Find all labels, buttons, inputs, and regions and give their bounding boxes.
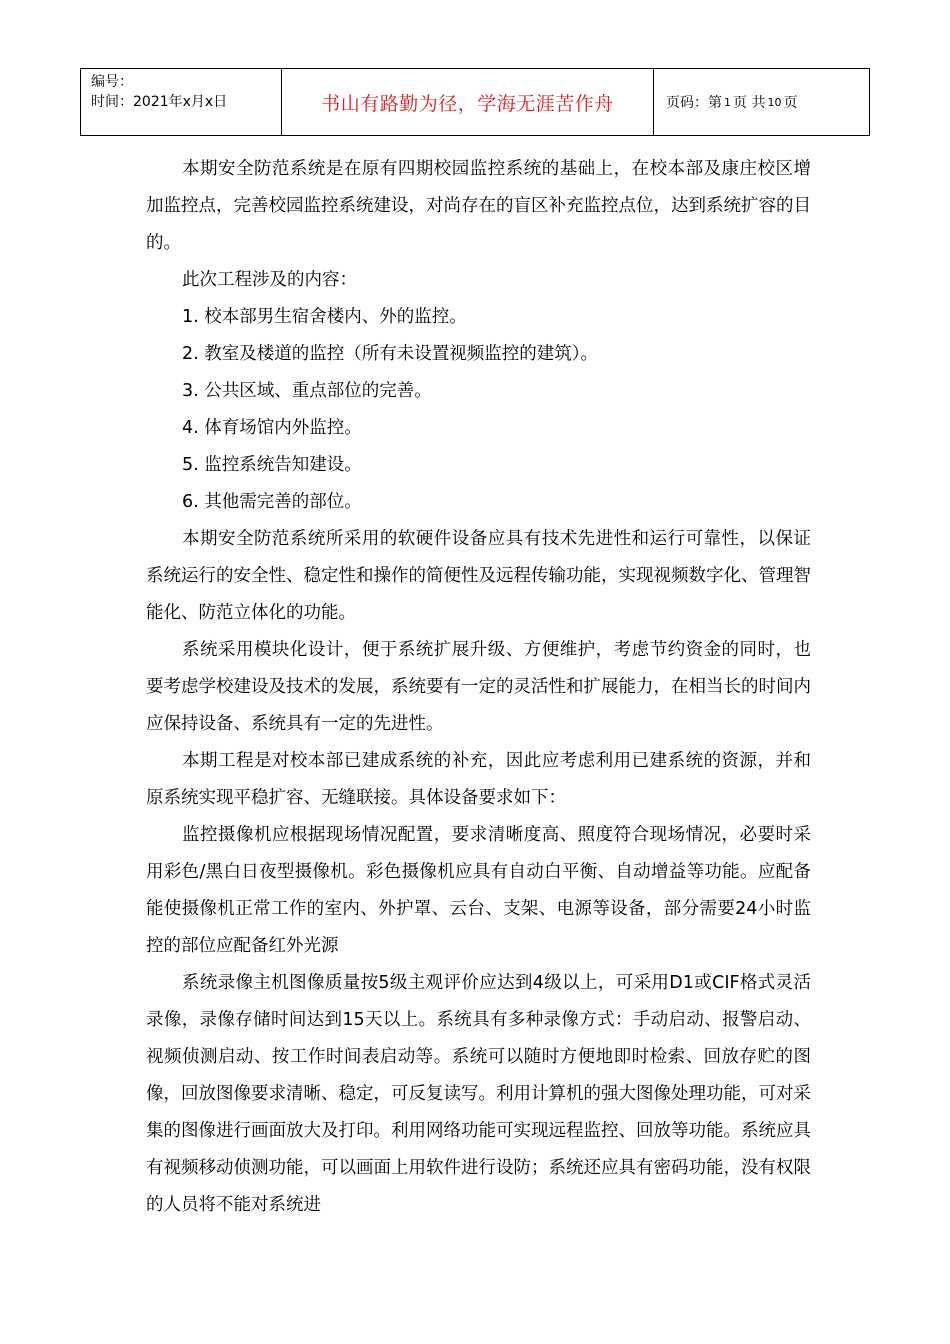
body-paragraph: 本期安全防范系统是在原有四期校园监控系统的基础上，在校本部及康庄校区增加监控点，完善校园监控系统建设，对尚存在的盲区补充监控点位，达到系统扩容的目的。 [146,159,811,253]
list-item: 1. 校本部男生宿舍楼内、外的监控。 [182,307,467,327]
page-prefix: 页码：第 [666,95,722,111]
document-number-label: 编号： [91,74,133,90]
list-item: 2. 教室及楼道的监控（所有未设置视频监控的建筑）。 [182,344,599,364]
page-current: 1 [724,95,731,109]
header-motto-cell [282,69,654,135]
body-paragraph: 监控摄像机应根据现场情况配置，要求清晰度高、照度符合现场情况，必要时采用彩色/黑白日夜型摄像机。彩色摄像机应具有自动白平衡、自动增益等功能。应配备能使摄像机正常工作的室内、外护罩、云台、支架、电源等设备，部分需要24小时监控的部位应配备红外光源 [146,825,811,956]
body-paragraph: 系统采用模块化设计，便于系统扩展升级、方便维护，考虑节约资金的同时，也要考虑学校建设及技术的发展，系统要有一定的灵活性和扩展能力，在相当长的时间内应保持设备、系统具有一定的先进性。 [146,640,811,734]
document-header-table [80,68,870,136]
header-motto: 书山有路勤为径，学海无涯苦作舟 [321,92,614,115]
page-middle: 页 共 [733,95,766,111]
header-meta-cell [81,69,282,135]
header-page-cell [654,69,869,135]
list-item: 6. 其他需完善的部位。 [182,492,362,512]
page-total: 10 [767,95,782,109]
page-suffix: 页 [783,95,798,111]
list-item: 5. 监控系统告知建设。 [182,455,362,475]
list-item: 3. 公共区域、重点部位的完善。 [182,381,432,401]
document-body [146,151,811,1224]
document-date-label: 时间：2021年x月x日 [91,94,228,110]
body-paragraph: 本期安全防范系统所采用的软硬件设备应具有技术先进性和运行可靠性，以保证系统运行的安全性、稳定性和操作的简便性及远程传输功能，实现视频数字化、管理智能化、防范立体化的功能。 [146,529,811,623]
body-paragraph: 本期工程是对校本部已建成系统的补充，因此应考虑利用已建系统的资源，并和原系统实现平稳扩容、无缝联接。具体设备要求如下： [146,751,811,808]
list-item: 4. 体育场馆内外监控。 [182,418,362,438]
body-paragraph: 系统录像主机图像质量按5级主观评价应达到4级以上，可采用D1或CIF格式灵活录像，录像存储时间达到15天以上。系统具有多种录像方式：手动启动、报警启动、视频侦测启动、按工作时间表启动等。系统可以随时方便地即时检索、回放存贮的图像，回放图像要求清晰、稳定，可反复读写。利用计算机的强大图像处理功能，可对采集的图像进行画面放大及打印。利用网络功能可实现远程监控、回放等功能。系统应具有视频移动侦测功能，可以画面上用软件进行设防；系统还应具有密码功能，没有权限的人员将不能对系统进 [146,973,811,1215]
body-paragraph: 此次工程涉及的内容： [182,270,357,290]
